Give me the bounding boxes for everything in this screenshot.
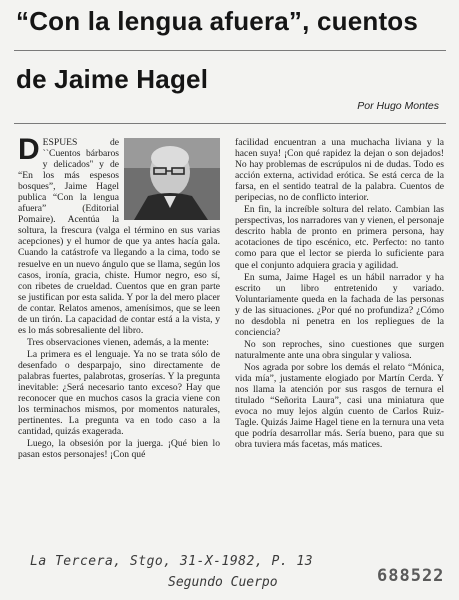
byline-divider: [14, 123, 446, 124]
left-column: [18, 133, 220, 461]
paragraph-3: La primera es el lenguaje. Ya no se trata sólo de desenfado o desparpajo, sino directamente de palabras fuertes, palabrotas, groserías. Y la pregunta inevitable: ¿Será necesario tanto exceso? Hay que reconocer que en muchos casos la gracia viene con los terminachos mismos, por momentos naturales, pertinentes. La pregunta va en todo caso a la cantidad, quizás exagerada.: [18, 348, 220, 438]
handwritten-source-note: La Tercera, Stgo, 31-X-1982, P. 13: [30, 554, 314, 569]
archive-stamp-number: 688522: [377, 566, 445, 586]
right-column: [235, 137, 444, 451]
paragraph-9: Nos agrada por sobre los demás el relato “Mónica, vida mía”, justamente elogiado por Martín Cerda. Y nos llama la atención por sus rasgos de ternura el titulado “Señorita Laura”, casi una miniatura que evoca no muy lejos algún cuento de Carlos Ruiz-Tagle. Quizás Jaime Hagel tiene en la ternura una veta que podría desarrollar más. Sería bueno, para que su obra tuviera más facetas, más matices.: [235, 361, 444, 451]
paragraph-5: facilidad encuentran a una muchacha liviana y la hacen suya! ¡Con qué rapidez la dejan o son dejados! No hay problemas de escrúpulos ni de dudas. Todo es acción externa, actividad erótica. Se está cerca de la farsa, en el sentido teatral de la palabra. Cuentos de peripecias, no de conflicto interior.: [235, 137, 444, 204]
paragraph-4: Luego, la obsesión por la juerga. ¡Qué bien lo pasan estos personajes! ¡Con qué: [18, 438, 220, 461]
portrait-photo-icon: [124, 138, 220, 220]
headline-line-1: “Con la lengua afuera”, cuentos: [16, 6, 419, 36]
headline-line-2: de Jaime Hagel: [16, 64, 209, 94]
title-divider: [14, 50, 446, 51]
paragraph-2: Tres observaciones vienen, además, a la mente:: [27, 336, 209, 348]
paragraph-8: No son reproches, sino cuestiones que surgen naturalmente ante una obra singular y valiosa.: [235, 338, 444, 361]
paragraph-1-text: ESPUES de ``Cuentos bárbaros y delicados'' y de “En los más espesos bosques”, Jaime Hagel publica “Con la lengua afuera” (Editorial Pomaire). Acentúa la soltura, la frescura (valga el término en sus varias acepciones) y el humor de que ya antes hacía gala. Cuando la catástrofe va llegando a la cima, todo se resuelve en un nuevo ángulo que se llama, según los casos, ironía, gracia, chiste. Humor negro, eso sí, con ribetes de crueldad. Cuentos que en gran parte se justifican por esta salida. Y por la del mero placer de contar. Relatos amenos, amenísimos, que se leen de un tirón. La capacidad de contar está a la vista, y es lo más sobresaliente del libro.: [18, 137, 220, 336]
drop-cap: D: [18, 133, 40, 166]
paragraph-6: En fin, la increíble soltura del relato. Cambian las perspectivas, los narradores van y vienen, el personaje descrito habla de pronto en primera persona, hay acotaciones de tipo escénico, etc. Perfecto: no tanto como para que el lector se pierda lo suficiente para que el conjunto adquiera gracia y agilidad.: [235, 204, 444, 271]
byline: Por Hugo Montes: [357, 100, 439, 112]
handwritten-section-note: Segundo Cuerpo: [168, 575, 278, 590]
paragraph-7: En suma, Jaime Hagel es un hábil narrador y ha escrito un libro entretenido y variado. Voluntariamente queda en la fachada de las personas y de las situaciones. ¿Por qué no profundiza? ¿Cómo no desdobla ni penetra en los repliegues de la conciencia?: [235, 271, 444, 338]
author-portrait: [124, 138, 220, 220]
